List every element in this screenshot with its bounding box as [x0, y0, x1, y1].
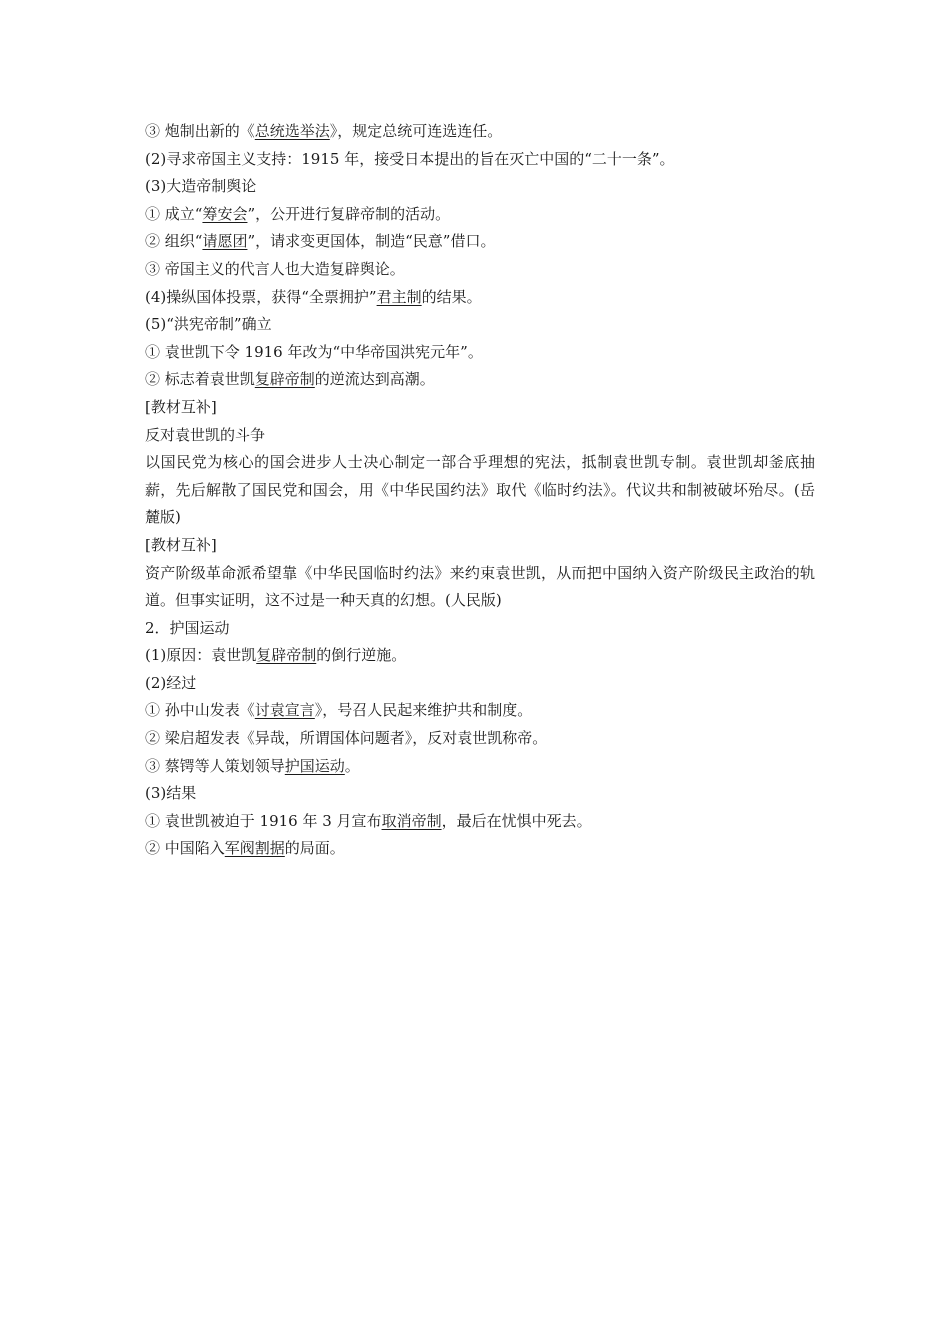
underlined-term: 君主制 [376, 287, 422, 306]
text-line [145, 146, 815, 174]
text-line [145, 808, 815, 836]
text-line [145, 256, 815, 284]
underlined-term: 复辟帝制 [256, 646, 317, 665]
text-line [145, 339, 815, 367]
text-segment: ③ 炮制出新的《 [145, 122, 255, 140]
text-segment: (2)寻求帝国主义支持：1915 年，接受日本提出的旨在灭亡中国的“二十一条”。 [145, 149, 675, 168]
text-segment: (3)结果 [145, 784, 197, 803]
text-line [145, 394, 815, 422]
section-heading [145, 615, 815, 643]
text-segment: (5)“洪宪帝制”确立 [145, 315, 272, 334]
text-segment: (1)原因：袁世凯 [145, 646, 257, 665]
text-segment: (2)经过 [145, 673, 197, 692]
text-line [145, 228, 815, 256]
text-segment: ③ 帝国主义的代言人也大造复辟舆论。 [145, 259, 405, 278]
text-line [145, 642, 815, 670]
text-segment: 的结果。 [421, 287, 482, 306]
text-segment: (4)操纵国体投票，获得“全票拥护” [145, 287, 377, 306]
text-segment: ② 标志着袁世凯 [145, 370, 255, 389]
text-line [145, 284, 815, 312]
text-line [145, 835, 815, 863]
supplement-label: [教材互补] [145, 535, 217, 554]
underlined-term: 讨袁宣言 [254, 701, 315, 720]
text-line [145, 725, 815, 753]
text-segment: ”，公开进行复辟帝制的活动。 [247, 204, 451, 223]
underlined-term: 复辟帝制 [254, 370, 315, 389]
text-segment: 》，号召人民起来维护共和制度。 [314, 701, 533, 720]
underlined-term: 护国运动 [284, 756, 345, 775]
text-segment: ③ 蔡锷等人策划领导 [145, 756, 285, 775]
text-line [145, 366, 815, 394]
underlined-term: 筹安会 [202, 204, 248, 223]
text-segment: 。 [344, 756, 360, 775]
text-segment: ② 中国陷入 [145, 839, 225, 858]
text-segment: ① 袁世凯下令 1916 年改为“中华帝国洪宪元年”。 [145, 342, 483, 361]
underlined-term: 总统选举法 [254, 122, 330, 140]
text-line [145, 422, 815, 450]
text-segment: ① 孙中山发表《 [145, 701, 255, 720]
text-segment: 反对袁世凯的斗争 [145, 425, 266, 444]
text-segment: [教材互补] [145, 397, 217, 416]
text-segment: (3)大造帝制舆论 [145, 177, 257, 196]
text-segment: 》，规定总统可连选连任。 [329, 122, 503, 140]
text-line [145, 780, 815, 808]
text-segment: ① 成立“ [145, 204, 203, 223]
underlined-term: 军阀割据 [224, 839, 285, 858]
underlined-term: 取消帝制 [381, 811, 442, 830]
text-line [145, 311, 815, 339]
text-segment: ，最后在忧惧中死去。 [441, 811, 592, 830]
text-segment: ① 袁世凯被迫于 1916 年 3 月宣布 [145, 811, 382, 830]
supplement-paragraph-renmin: 资产阶级革命派希望靠《中华民国临时约法》来约束袁世凯，从而把中国纳入资产阶级民主政治的轨道。但事实证明，这不过是一种天真的幻想。(人民版) [145, 563, 815, 610]
text-line [145, 201, 815, 229]
text-segment: ② 梁启超发表《异哉，所谓国体问题者》，反对袁世凯称帝。 [145, 729, 548, 748]
text-line [145, 670, 815, 698]
text-segment: 2．护国运动 [145, 618, 230, 637]
text-line [145, 753, 815, 781]
supplement-paragraph-yuelu: 以国民党为核心的国会进步人士决心制定一部合乎理想的宪法，抵制袁世凯专制。袁世凯却釜底抽薪，先后解散了国民党和国会，用《中华民国约法》取代《临时约法》。代议共和制被破坏殆尽。(岳麓版) [145, 453, 815, 527]
text-line [145, 118, 815, 146]
text-segment: ② 组织“ [145, 232, 203, 251]
text-segment: 的局面。 [284, 839, 345, 858]
text-line [145, 173, 815, 201]
text-line [145, 697, 815, 725]
underlined-term: 请愿团 [202, 232, 248, 251]
text-segment: 的逆流达到高潮。 [314, 370, 435, 389]
text-segment: ”，请求变更国体，制造“民意”借口。 [247, 232, 496, 251]
document-body [145, 118, 815, 863]
text-segment: 的倒行逆施。 [316, 646, 407, 665]
